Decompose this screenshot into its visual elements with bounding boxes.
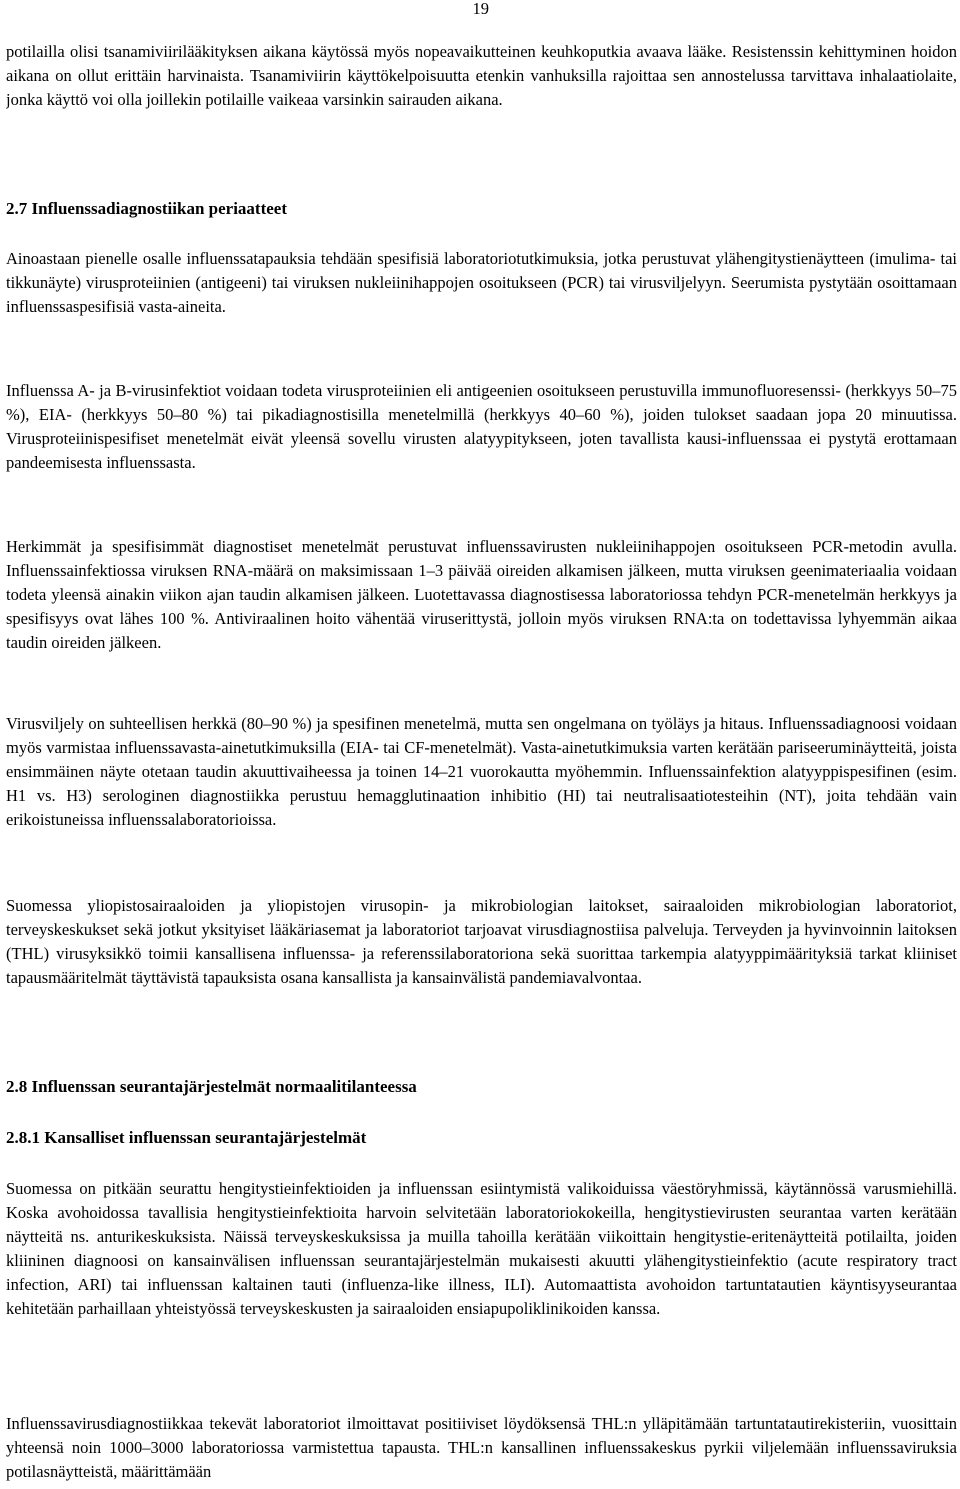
paragraph-antigen-methods: Influenssa A- ja B-virusinfektiot voidaan todeta virusproteiinien eli antigeenien osoitukseen perustuvilla immunofluoresenssi- (herkkyys 50–75 %), EIA- (herkkyys 50–80 %) tai pikadiagnostisilla menetelmillä (herkkyys 40–60 %), joiden tulokset saadaan jopa 20 minuutissa. Virusproteiinispesifiset menetelmät eivät yleensä sovellu virusten alatyypitykseen, joten tavallista kausi-influenssaa ei pystytä erottamaan pandeemisesta influenssasta. xyxy=(6,381,957,472)
document-page xyxy=(6,0,957,1489)
paragraph-specific-tests: Ainoastaan pienelle osalle influenssatapauksia tehdään spesifisiä laboratoriotutkimuksia, jotka perustuvat ylähengitystienäytteen (imulima- tai tikkunäyte) virusproteiinien (antigeeni) tai viruksen nukleiinihappojen osoitukseen (PCR) tai virusviljelyyn. Seerumista pystytään osoittamaan influenssaspesifisiä vasta-aineita. xyxy=(6,249,957,316)
heading-2-8: 2.8 Influenssan seurantajärjestelmät normaalitilanteessa xyxy=(6,1077,417,1096)
paragraph-national-surveillance: Suomessa on pitkään seurattu hengitystieinfektioiden ja influenssan esiintymistä valikoiduissa väestöryhmissä, käytännössä varusmiehillä. Koska avohoidossa tavallisia hengitystieinfektioita harvoin selvitetään laboratoriokokeilla, hengitystievirusten seurantaa varten kerätään näytteitä ns. anturikeskuksista. Näissä terveyskeskuksissa ja muilla tahoilla kerätään viikoittain hengitystie-eritenäytteitä potilailta, joiden kliininen diagnoosi on kansainvälisen influenssan seurantajärjestelmän mukaisesti akuutti ylähengitystieinfektio (acute respiratory tract infection, ARI) tai influenssan kaltainen tauti (influenza-like illness, ILI). Automaattista avohoidon tartuntatautien käyntisyyseurantaa kehitetään parhaillaan yhteistyössä terveyskeskusten ja sairaaloiden ensiapupoliklinikoiden kanssa. xyxy=(6,1179,957,1318)
paragraph-inhaled-zanamivir: potilailla olisi tsanamiviirilääkityksen aikana käytössä myös nopeavaikutteinen keuhkoputkia avaava lääke. Resistenssin kehittyminen hoidon aikana on ollut erittäin harvinaista. Tsanamiviirin käyttökelpoisuutta etenkin vanhuksilla rajoittaa sen annostelussa tarvittava inhalaatiolaite, jonka käyttö voi olla joillekin potilaille vaikeaa varsinkin sairauden aikana. xyxy=(6,42,957,109)
heading-2-8-1: 2.8.1 Kansalliset influenssan seurantajärjestelmät xyxy=(6,1128,367,1147)
paragraph-virus-culture: Virusviljely on suhteellisen herkkä (80–90 %) ja spesifinen menetelmä, mutta sen ongelmana on työläys ja hitaus. Influenssadiagnoosi voidaan myös varmistaa influenssavasta-ainetutkimuksilla (EIA- tai CF-menetelmät). Vasta-ainetutkimuksia varten kerätään pariseeruminäytteitä, joista ensimmäinen näyte otetaan taudin akuuttivaiheessa ja toinen 14–21 vuorokautta myöhemmin. Influenssainfektion alatyyppispesifinen (esim. H1 vs. H3) serologinen diagnostiikka perustuu hemagglutinaation inhibitio (HI) tai neutralisaatiotesteihin (NT), joita tehdään vain erikoistuneissa influenssalaboratorioissa. xyxy=(6,714,957,829)
page-number: 19 xyxy=(472,0,489,18)
paragraph-pcr-methods: Herkimmät ja spesifisimmät diagnostiset menetelmät perustuvat influenssavirusten nukleiinihappojen osoitukseen PCR-metodin avulla. Influenssainfektiossa viruksen RNA-määrä on maksimissaan 1–3 päivää oireiden alkamisen jälkeen, mutta viruksen geenimateriaalia voidaan todeta yleensä ainakin viikon ajan taudin alkamisen jälkeen. Luotettavassa diagnostisessa laboratoriossa tehdyn PCR-menetelmän herkkyys ja spesifisyys ovat lähes 100 %. Antiviraalinen hoito vähentää viruserittystä, jolloin myös viruksen RNA:ta on todettavissa lyhyemmän aikaa taudin oireiden jälkeen. xyxy=(6,537,957,652)
paragraph-finnish-laboratories: Suomessa yliopistosairaaloiden ja yliopistojen virusopin- ja mikrobiologian laitokset, sairaaloiden mikrobiologian laboratoriot, terveyskeskukset sekä jotkut yksityiset lääkäriasemat ja laboratoriot tarjoavat virusdiagnostiisa palveluja. Terveyden ja hyvinvoinnin laitoksen (THL) virusyksikkö toimii kansallisena influenssa- ja referenssilaboratoriona sekä suorittaa tarkempia alatyyppimäärityksiä tarkat kliiniset tapausmääritelmät täyttävistä tapauksista osana kansallista ja kansainvälistä pandemiavalvontaa. xyxy=(6,896,957,987)
paragraph-laboratory-reporting: Influenssavirusdiagnostiikkaa tekevät laboratoriot ilmoittavat positiiviset löydöksensä THL:n ylläpitämään tartuntatautirekisteriin, vuosittain yhteensä noin 1000–3000 laboratoriossa varmistettua tapausta. THL:n kansallinen influenssakeskus pyrkii viljelemään influenssaviruksia potilasnäytteistä, määrittämään xyxy=(6,1414,957,1481)
heading-2-7: 2.7 Influenssadiagnostiikan periaatteet xyxy=(6,199,287,218)
